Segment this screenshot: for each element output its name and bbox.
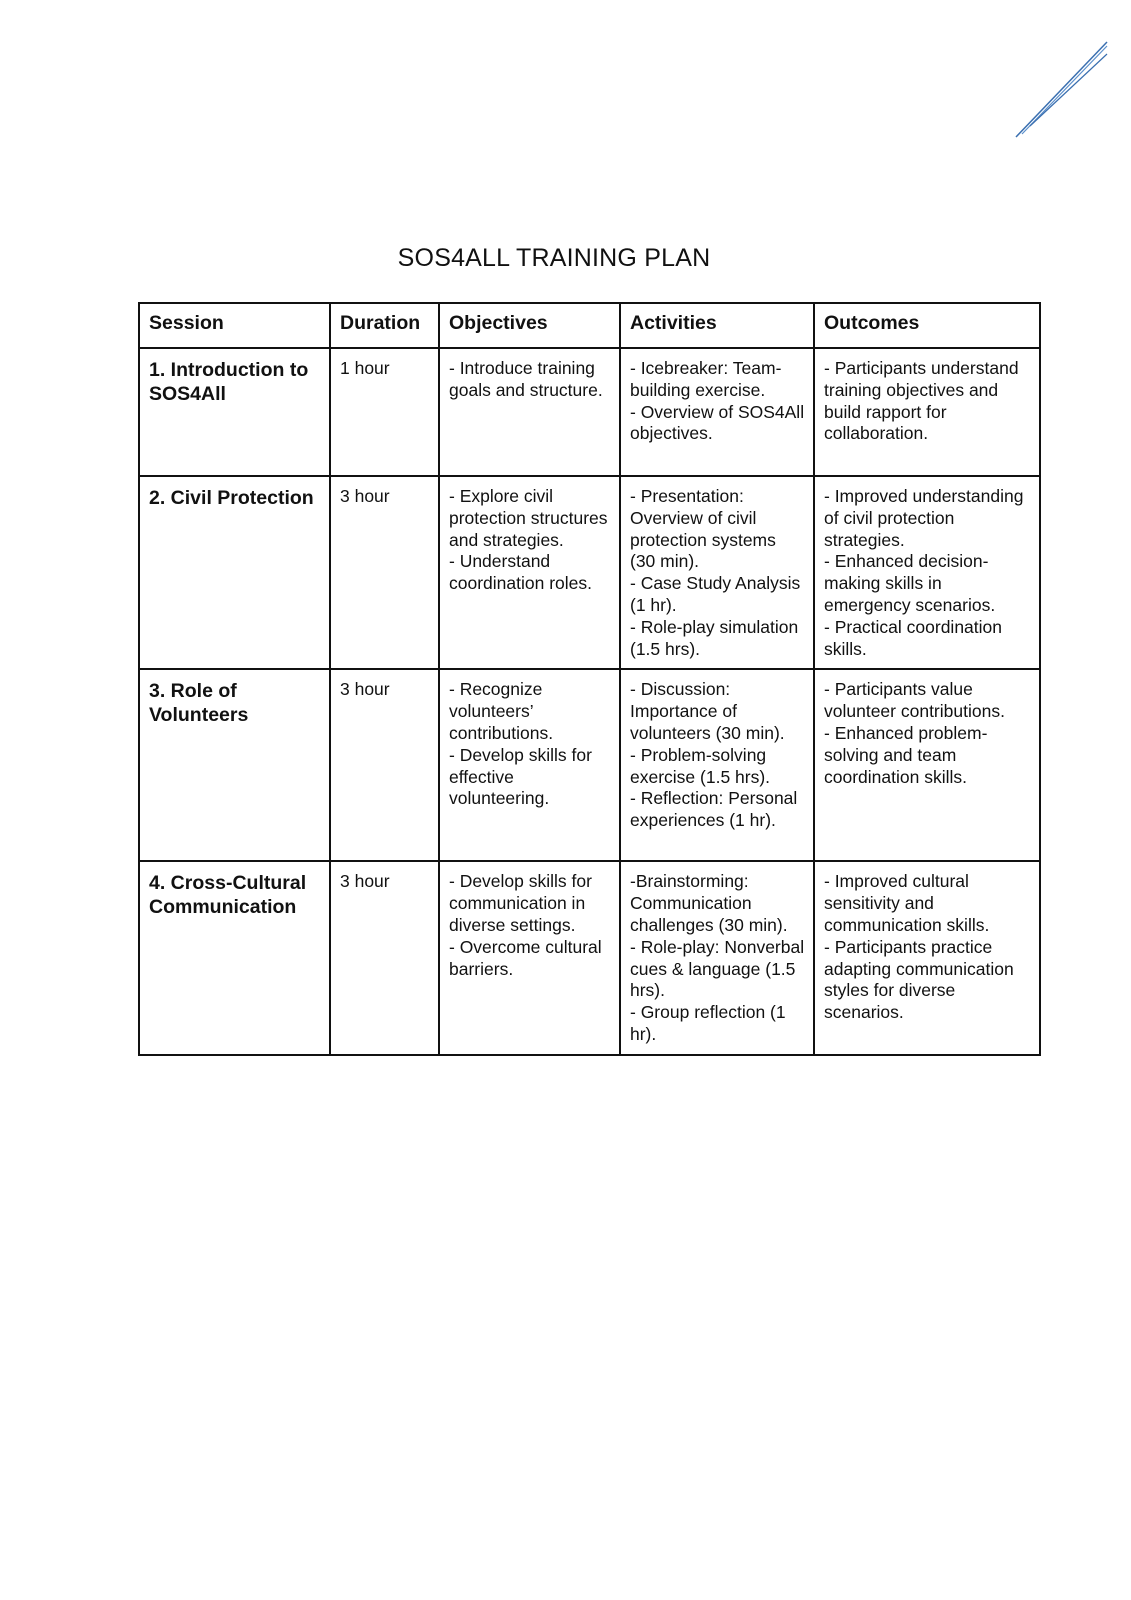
objective-item: - Explore civil protection structures and strategies. [449,486,608,550]
outcomes-cell [814,348,1040,476]
column-header-session: Session [139,303,330,348]
activity-item: -Brainstorming: Communication challenges (30 min). [630,871,788,935]
activity-item: - Role-play simulation (1.5 hrs). [630,616,799,659]
duration-cell: 3 hour [330,476,439,669]
outcome-item: - Practical coordination skills. [824,616,1002,659]
activity-item: - Reflection: Personal experiences (1 hr). [630,788,798,831]
corner-decoration-lines [1014,40,1109,140]
column-header-objectives: Objectives [439,303,620,348]
activities-cell [620,861,814,1054]
objective-item: - Develop skills for effective volunteering. [449,744,592,809]
activities-cell [620,476,814,669]
table-row [139,348,1040,476]
activity-item: - Role-play: Nonverbal cues & language (1.5 hrs). [630,936,805,1001]
outcome-item: - Participants practice adapting communication styles for diverse scenarios. [824,936,1014,1023]
table-row [139,669,1040,861]
objectives-cell [439,669,620,861]
objectives-cell [439,348,620,476]
outcome-item: - Improved cultural sensitivity and communication skills. [824,871,990,935]
outcomes-cell [814,476,1040,669]
session-cell: 2. Civil Protection [139,476,330,669]
table-row [139,861,1040,1054]
outcomes-cell [814,669,1040,861]
activities-cell [620,669,814,861]
objective-item: - Overcome cultural barriers. [449,936,602,979]
objective-item: - Understand coordination roles. [449,551,592,594]
column-header-outcomes: Outcomes [814,303,1040,348]
objectives-cell [439,861,620,1054]
objective-item: - Recognize volunteers’ contributions. [449,679,554,743]
session-cell: 1. Introduction to SOS4All [139,348,330,476]
table-header-row [139,303,1040,348]
outcome-item: - Participants understand training objectives and build rapport for collaboration. [824,358,1019,444]
duration-cell: 3 hour [330,669,439,861]
activity-item: - Case Study Analysis (1 hr). [630,573,801,615]
activity-item: - Group reflection (1 hr). [630,1002,786,1044]
activities-cell [620,348,814,476]
activity-item: - Presentation: Overview of civil protection systems (30 min). [630,486,776,572]
outcomes-cell [814,861,1040,1054]
objectives-cell [439,476,620,669]
column-header-duration: Duration [330,303,439,348]
training-plan-table [138,302,1041,1056]
activity-item: - Icebreaker: Team-building exercise. [630,358,782,400]
activity-item: - Problem-solving exercise (1.5 hrs). [630,744,771,787]
table-row [139,476,1040,669]
duration-cell: 1 hour [330,348,439,476]
activity-item: - Overview of SOS4All objectives. [630,401,805,444]
outcome-item: - Improved understanding of civil protection strategies. [824,486,1024,550]
column-header-activities: Activities [620,303,814,348]
objective-item: - Introduce training goals and structure. [449,358,603,400]
duration-cell: 3 hour [330,861,439,1054]
session-cell: 4. Cross-Cultural Communication [139,861,330,1054]
outcome-item: - Enhanced decision-making skills in emergency scenarios. [824,551,996,615]
objective-item: - Develop skills for communication in diverse settings. [449,871,592,935]
session-cell: 3. Role of Volunteers [139,669,330,861]
outcome-item: - Enhanced problem-solving and team coordination skills. [824,722,988,787]
outcome-item: - Participants value volunteer contributions. [824,679,1005,722]
activity-item: - Discussion: Importance of volunteers (30 min). [630,679,785,743]
page-title: SOS4ALL TRAINING PLAN [397,244,711,272]
